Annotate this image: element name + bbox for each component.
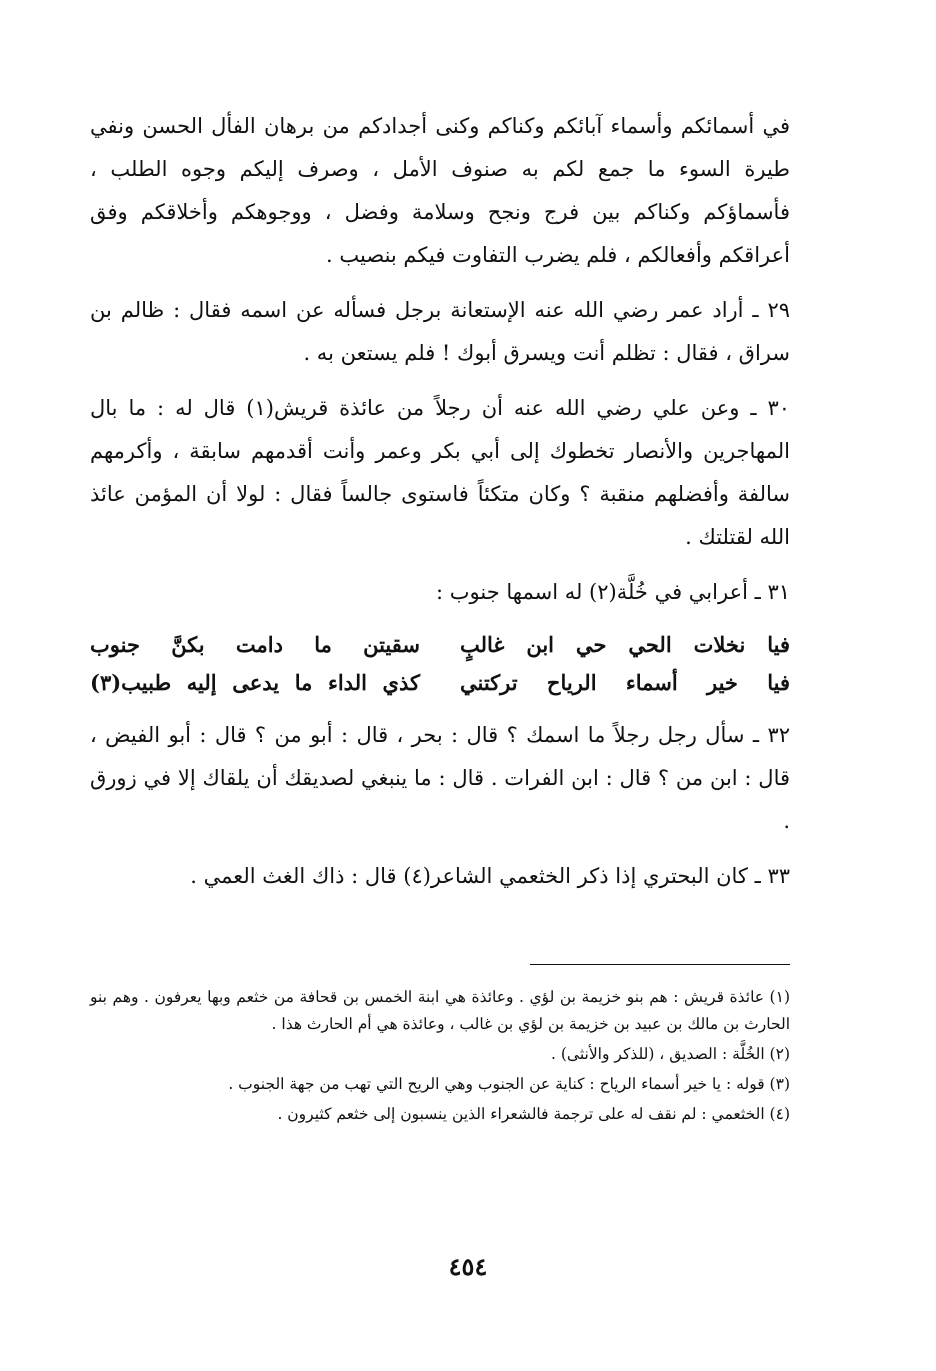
paragraph-30: ٣٠ ـ وعن علي رضي الله عنه أن رجلاً من عائذة قريش(١) قال له : ما بال المهاجرين والأنصار تخطوك إلى أبي بكر وعمر وأنت أقدمهم سابقة ، وأكرمهم سالفة وأفضلهم منقبة ؟ وكان متكئاً فاستوى جالساً فقال : لولا أن المؤمن عائذ الله لقتلتك . bbox=[90, 396, 790, 549]
poem-hemistich-right: فيا خير أسماء الرياح تركتني bbox=[460, 670, 790, 695]
poem-hemistich-left: كذي الداء ما يدعى إليه طبيب(٣) bbox=[90, 670, 420, 695]
poem bbox=[90, 626, 790, 702]
footnotes bbox=[90, 984, 790, 1131]
footnote-3: (٣) قوله : يا خير أسماء الرياح : كناية عن الجنوب وهي الريح التي تهب من جهة الجنوب . bbox=[228, 1075, 790, 1093]
paragraph-32: ٣٢ ـ سأل رجل رجلاً ما اسمك ؟ قال : بحر ، قال : أبو من ؟ قال : أبو الفيض ، قال : ابن من ؟ قال : ابن الفرات . قال : ما ينبغي لصديقك أن يلقاك إلا في زورق . bbox=[90, 723, 790, 833]
page-number: ٤٥٤ bbox=[448, 1252, 488, 1281]
footnote-4: (٤) الخثعمي : لم نقف له على ترجمة فالشعراء الذين ينسبون إلى خثعم كثيرون . bbox=[277, 1105, 790, 1123]
poem-line bbox=[90, 664, 790, 702]
paragraph-29: ٢٩ ـ أراد عمر رضي الله عنه الإستعانة برجل فسأله عن اسمه فقال : ظالم بن سراق ، فقال : تظلم أنت ويسرق أبوك ! فلم يستعن به . bbox=[90, 298, 790, 365]
paragraph-31: ٣١ ـ أعرابي في خُلَّة(٢) له اسمها جنوب : bbox=[436, 580, 790, 604]
footnote-2: (٢) الخُلَّة : الصديق ، (للذكر والأنثى) . bbox=[551, 1045, 790, 1063]
paragraph-intro: في أسمائكم وأسماء آبائكم وكناكم وكنى أجدادكم من برهان الفأل الحسن ونفي طيرة السوء ما جمع لكم به صنوف الأمل ، وصرف إليكم وجوه الطلب ، فأسماؤكم وكناكم بين فرج ونجح وسلامة وفضل ، ووجوهكم وأخلاقكم وفق أعراقكم وأفعالكم ، فلم يضرب التفاوت فيكم بنصيب . bbox=[90, 114, 790, 267]
footnote-1: (١) عائذة قريش : هم بنو خزيمة بن لؤي . وعائذة هي ابنة الخمس بن قحافة من خثعم وبها يعرفون . وهم بنو الحارث بن مالك بن عبيد بن خزيمة بن لؤي بن غالب ، وعائذة هي أم الحارث هذا . bbox=[90, 988, 790, 1033]
footnote-separator bbox=[530, 964, 790, 965]
poem-line bbox=[90, 626, 790, 664]
poem-hemistich-left: سقيتن ما دامت بكنَّ جنوب bbox=[90, 632, 420, 657]
poem-hemistich-right: فيا نخلات الحي حي ابن غالبٍ bbox=[460, 632, 790, 657]
main-text bbox=[90, 105, 790, 910]
paragraph-33: ٣٣ ـ كان البحتري إذا ذكر الخثعمي الشاعر(٤) قال : ذاك الغث العمي . bbox=[190, 864, 790, 888]
